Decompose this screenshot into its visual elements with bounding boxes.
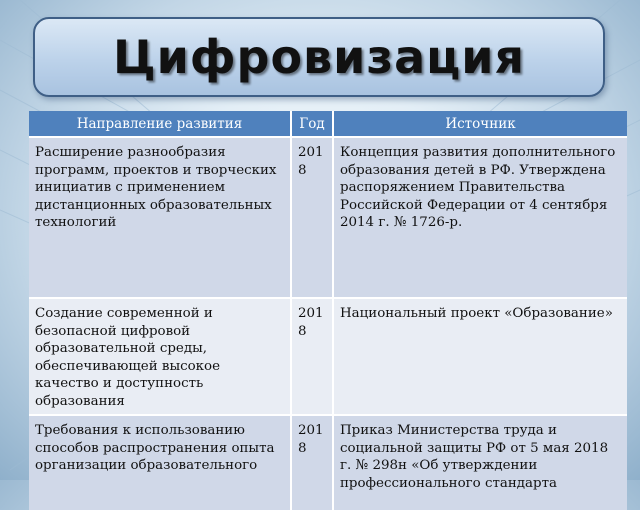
source-text: Приказ Министерства труда и социальной защиты РФ от 5 мая 2018 г. № 298н «Об утверждении профессионального стандарта bbox=[340, 423, 609, 491]
direction-text: Требования к использованию способов распространения опыта организации образовательного bbox=[35, 423, 275, 474]
year-cell bbox=[291, 298, 333, 415]
table-row bbox=[29, 137, 627, 298]
year-cell bbox=[291, 137, 333, 298]
direction-text: Расширение разнообразия программ, проектов и творческих инициатив с применением дистанционных образовательных технологий bbox=[35, 145, 277, 231]
direction-cell bbox=[29, 298, 291, 415]
source-cell bbox=[333, 415, 627, 510]
page-title: Цифровизация bbox=[112, 30, 526, 84]
year-text: 2018 bbox=[298, 306, 324, 339]
header-year: Год bbox=[291, 111, 333, 137]
source-text: Концепция развития дополнительного образования детей в РФ. Утверждена распоряжением Правительства Российской Федерации от 4 сентября 2014 г. № 1726-р. bbox=[340, 145, 616, 231]
year-text: 2018 bbox=[298, 423, 324, 456]
direction-cell bbox=[29, 415, 291, 510]
title-banner bbox=[33, 17, 605, 97]
source-cell bbox=[333, 137, 627, 298]
digitalization-table bbox=[29, 111, 627, 510]
table-row bbox=[29, 298, 627, 415]
table-row bbox=[29, 415, 627, 510]
year-cell bbox=[291, 415, 333, 510]
direction-cell bbox=[29, 137, 291, 298]
source-cell bbox=[333, 298, 627, 415]
year-text: 2018 bbox=[298, 145, 324, 178]
header-source: Источник bbox=[333, 111, 627, 137]
source-text: Национальный проект «Образование» bbox=[340, 306, 613, 321]
table-header-row bbox=[29, 111, 627, 137]
header-direction: Направление развития bbox=[29, 111, 291, 137]
direction-text: Создание современной и безопасной цифровой образовательной среды, обеспечивающей высокое качество и доступность образования bbox=[35, 306, 221, 409]
